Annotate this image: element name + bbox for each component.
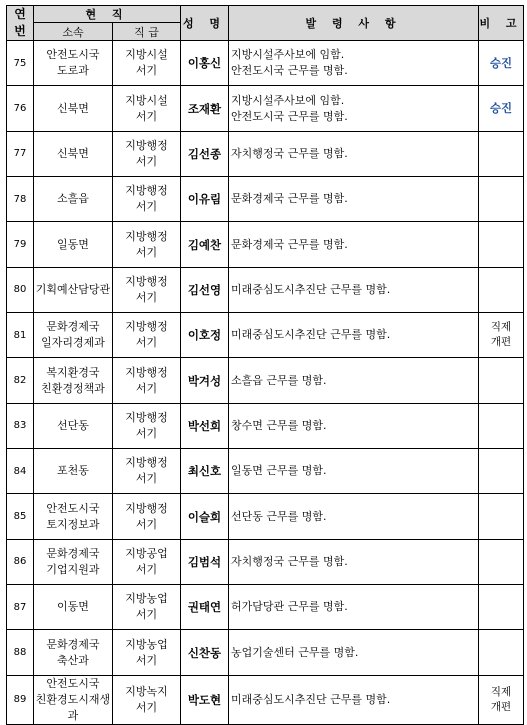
personnel-order-table: [6, 5, 524, 725]
row-department: 안전도시국 토지정보과: [34, 494, 113, 539]
row-order: 자치행정국 근무를 명함.: [229, 539, 479, 584]
row-note: 승진: [479, 86, 524, 131]
row-note: [479, 222, 524, 267]
row-order: 창수면 근무를 명함.: [229, 403, 479, 448]
table-row: [7, 358, 524, 403]
table-row: [7, 539, 524, 584]
row-grade: 지방시설 서기: [113, 86, 181, 131]
row-grade: 지방행정 서기: [113, 222, 181, 267]
row-department: 일동면: [34, 222, 113, 267]
row-name: 김선종: [181, 131, 229, 176]
row-order: 소흘읍 근무를 명함.: [229, 358, 479, 403]
row-note: [479, 539, 524, 584]
table-row: [7, 585, 524, 630]
row-grade: 지방행정 서기: [113, 494, 181, 539]
row-grade: 지방행정 서기: [113, 358, 181, 403]
row-order: 일동면 근무를 명함.: [229, 449, 479, 494]
row-name: 김선영: [181, 267, 229, 312]
row-order: 자치행정국 근무를 명함.: [229, 131, 479, 176]
table-body: [7, 41, 524, 725]
row-department: 문화경제국 일자리경제과: [34, 313, 113, 358]
row-name: 김예찬: [181, 222, 229, 267]
row-department: 소흘읍: [34, 177, 113, 222]
row-department: 문화경제국 기업지원과: [34, 539, 113, 584]
row-order: 미래중심도시추진단 근무를 명함.: [229, 675, 479, 724]
table-row: [7, 177, 524, 222]
row-order: 허가담당관 근무를 명함.: [229, 585, 479, 630]
row-note: [479, 267, 524, 312]
row-grade: 지방농업 서기: [113, 585, 181, 630]
row-order: 문화경제국 근무를 명함.: [229, 177, 479, 222]
row-number: 88: [7, 630, 34, 675]
row-note: [479, 131, 524, 176]
row-name: 이유림: [181, 177, 229, 222]
row-note: [479, 585, 524, 630]
row-number: 85: [7, 494, 34, 539]
row-grade: 지방행정 서기: [113, 177, 181, 222]
row-grade: 지방공업 서기: [113, 539, 181, 584]
row-number: 89: [7, 675, 34, 724]
row-note: [479, 177, 524, 222]
row-grade: 지방농업 서기: [113, 630, 181, 675]
row-grade: 지방행정 서기: [113, 131, 181, 176]
row-department: 안전도시국 친환경도시재생과: [34, 675, 113, 724]
header-number: 연 번: [7, 6, 34, 41]
header-note: 비 고: [479, 6, 524, 41]
row-department: 신북면: [34, 131, 113, 176]
header-grade: 직 급: [113, 23, 181, 41]
row-grade: 지방녹지 서기: [113, 675, 181, 724]
row-note: 직제 개편: [479, 675, 524, 724]
row-number: 83: [7, 403, 34, 448]
row-department: 신북면: [34, 86, 113, 131]
table-row: [7, 449, 524, 494]
row-number: 86: [7, 539, 34, 584]
row-name: 박도현: [181, 675, 229, 724]
row-name: 최신호: [181, 449, 229, 494]
row-department: 기획예산담당관: [34, 267, 113, 312]
row-name: 박선희: [181, 403, 229, 448]
row-note: 승진: [479, 41, 524, 86]
table-row: [7, 313, 524, 358]
row-department: 선단동: [34, 403, 113, 448]
row-number: 81: [7, 313, 34, 358]
header-order: 발 령 사 항: [229, 6, 479, 41]
row-department: 이동면: [34, 585, 113, 630]
table-row: [7, 222, 524, 267]
header-current-position: 현 직: [34, 6, 181, 23]
row-order: 미래중심도시추진단 근무를 명함.: [229, 267, 479, 312]
table-row: [7, 494, 524, 539]
row-number: 78: [7, 177, 34, 222]
row-note: [479, 630, 524, 675]
header-name: 성 명: [181, 6, 229, 41]
row-grade: 지방행정 서기: [113, 313, 181, 358]
table-row: [7, 675, 524, 724]
row-number: 75: [7, 41, 34, 86]
row-grade: 지방행정 서기: [113, 449, 181, 494]
row-note: 직제 개편: [479, 313, 524, 358]
row-number: 82: [7, 358, 34, 403]
row-order: 농업기술센터 근무를 명함.: [229, 630, 479, 675]
row-number: 76: [7, 86, 34, 131]
row-name: 이홍신: [181, 41, 229, 86]
row-order: 지방시설주사보에 임함. 안전도시국 근무를 명함.: [229, 41, 479, 86]
row-name: 김범석: [181, 539, 229, 584]
row-order: 문화경제국 근무를 명함.: [229, 222, 479, 267]
row-order: 선단동 근무를 명함.: [229, 494, 479, 539]
table-row: [7, 267, 524, 312]
row-name: 권태연: [181, 585, 229, 630]
row-number: 77: [7, 131, 34, 176]
row-department: 포천동: [34, 449, 113, 494]
header-department: 소속: [34, 23, 113, 41]
table-row: [7, 131, 524, 176]
row-note: [479, 358, 524, 403]
row-order: 지방시설주사보에 임함. 안전도시국 근무를 명함.: [229, 86, 479, 131]
row-name: 조재환: [181, 86, 229, 131]
row-name: 박겨성: [181, 358, 229, 403]
table-row: [7, 86, 524, 131]
row-name: 신찬동: [181, 630, 229, 675]
row-department: 복지환경국 친환경정책과: [34, 358, 113, 403]
row-number: 80: [7, 267, 34, 312]
row-grade: 지방행정 서기: [113, 403, 181, 448]
table-row: [7, 403, 524, 448]
row-note: [479, 403, 524, 448]
row-department: 안전도시국 도로과: [34, 41, 113, 86]
table-row: [7, 41, 524, 86]
row-note: [479, 494, 524, 539]
row-number: 87: [7, 585, 34, 630]
row-name: 이호정: [181, 313, 229, 358]
row-number: 84: [7, 449, 34, 494]
row-department: 문화경제국 축산과: [34, 630, 113, 675]
row-order: 미래중심도시추진단 근무를 명함.: [229, 313, 479, 358]
table-row: [7, 630, 524, 675]
row-number: 79: [7, 222, 34, 267]
row-grade: 지방시설 서기: [113, 41, 181, 86]
row-note: [479, 449, 524, 494]
row-grade: 지방행정 서기: [113, 267, 181, 312]
row-name: 이슬희: [181, 494, 229, 539]
